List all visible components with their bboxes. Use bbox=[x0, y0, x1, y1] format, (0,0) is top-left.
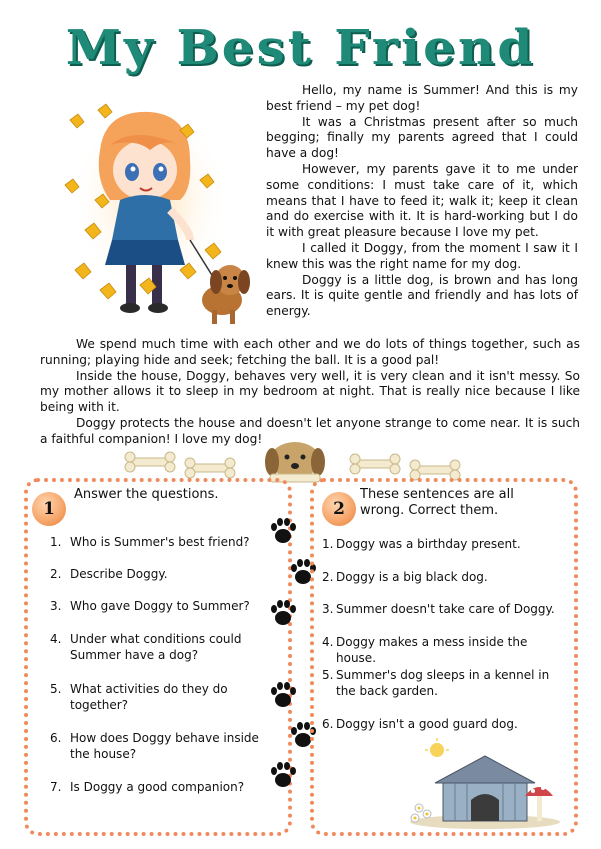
page-title: My Best Friend bbox=[65, 19, 536, 76]
girl-with-dog-illustration bbox=[40, 90, 270, 340]
paw-print-icon bbox=[268, 760, 298, 790]
story-paragraph: It was a Christmas present after so much begging; finally my parents agreed that I could have a dog! bbox=[266, 114, 578, 161]
paw-print-icon bbox=[268, 516, 298, 546]
story-paragraph: Doggy protects the house and doesn't let anyone strange to come near. It is such a faithful companion! I love my dog! bbox=[40, 415, 580, 446]
story-paragraph: Inside the house, Doggy, behaves very well, it is very clean and it isn't messy. So my mother allows it to sleep in my bedroom at night. That is really nice because I like being with it. bbox=[40, 368, 580, 415]
story-body bbox=[40, 337, 580, 448]
bone-icon bbox=[125, 452, 175, 472]
bone-icon bbox=[185, 458, 235, 478]
story-paragraph: However, my parents gave it to me under some conditions: I must take care of it, which means that I have to feed it; walk it; keep it clean and do exercise with it. It is hard-working but I do it with great pleasure because I love my pet. bbox=[266, 161, 578, 240]
story-paragraph: Hello, my name is Summer! And this is my best friend – my pet dog! bbox=[266, 83, 578, 113]
story-intro bbox=[266, 83, 578, 320]
story-paragraph: We spend much time with each other and we do lots of things together, such as running; playing hide and seek; fetching the ball. It is a good pal! bbox=[40, 337, 580, 367]
dog-kennel-illustration bbox=[405, 738, 565, 830]
paw-print-icon bbox=[268, 680, 298, 710]
dog-face-icon bbox=[265, 442, 325, 482]
story-paragraph: Doggy is a little dog, is brown and has long ears. It is quite gentle and friendly and has lots of energy. bbox=[266, 272, 578, 319]
section-heading: These sentences are all wrong. Correct them. bbox=[360, 487, 514, 518]
bone-icon bbox=[410, 460, 460, 480]
story-paragraph: I called it Doggy, from the moment I saw it I knew this was the right name for my dog. bbox=[266, 240, 578, 271]
section-number-badge: 2 bbox=[322, 492, 356, 526]
section-heading: Answer the questions. bbox=[74, 487, 219, 502]
bone-icon bbox=[350, 454, 400, 474]
section-number-badge: 1 bbox=[32, 492, 66, 526]
paw-print-icon bbox=[268, 598, 298, 628]
